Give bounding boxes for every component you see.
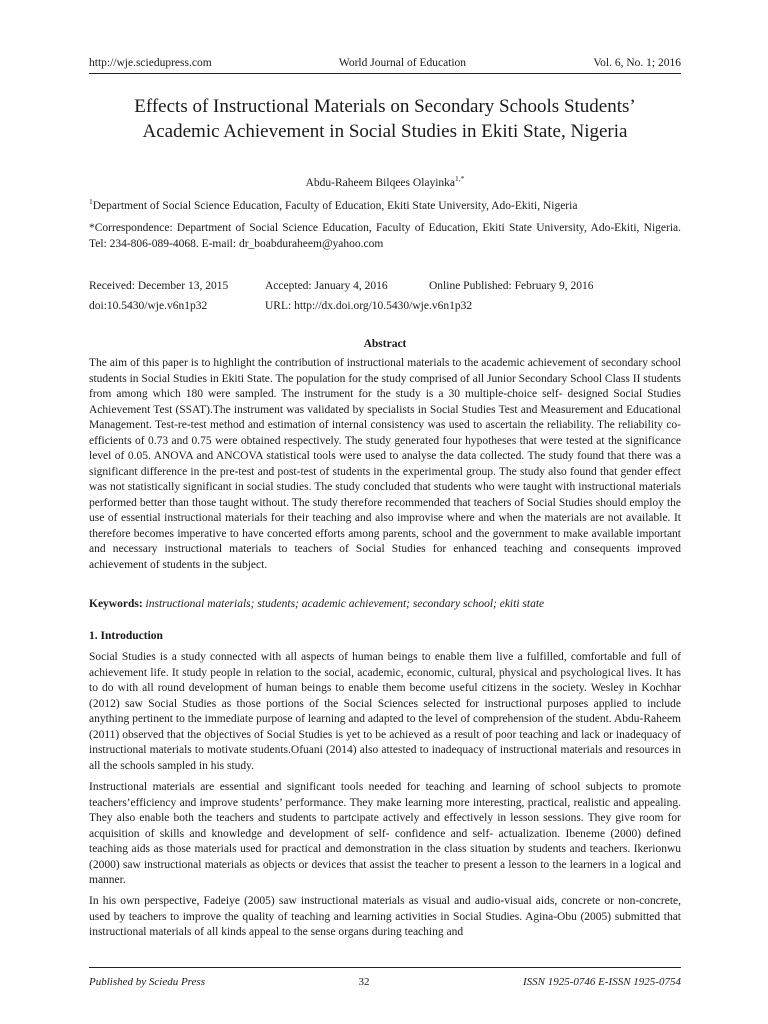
author-line bbox=[89, 174, 681, 189]
volume-info: Vol. 6, No. 1; 2016 bbox=[593, 57, 681, 69]
issn: ISSN 1925-0746 E-ISSN 1925-0754 bbox=[523, 976, 681, 988]
affiliation-text: Department of Social Science Education, Faculty of Education, Ekiti State University, Ado-Ekiti, Nigeria bbox=[92, 199, 578, 212]
abstract-body: The aim of this paper is to highlight the contribution of instructional materials to the academic achievement of secondary school students in Social Studies in Ekiti State. The population for the study comprised of all Junior Secondary School Class II students from among which 180 were sampled. The instrument for the study is a 30 multiple-choice self- designed Social Studies Achievement Test (SSAT).The instrument was validated by specialists in Social Studies Test and Measurement and Educational Management. Test-re-test method and estimation of internal consistency was used to ascertain the reliability. The reliability co-efficients of 0.73 and 0.75 were obtained respectively. The study generated four hypotheses that were tested at the significance level of 0.05. ANOVA and ANCOVA statistical tools were used to analyse the data collected. The study found that there was a significant difference in the pre-test and post-test of students in the experimental group. The study also found that gender effect was not statistically significant in social studies. The study concluded that students who were taught with instructional materials performed better than those taught without. The study therefore recommended that teachers of Social Studies should employ the use of essential instructional materials for their teaching and also improvise where and when the materials are not available. It therefore becomes imperative to have concerted efforts among parents, school and the government to make available important and necessary instructional materials to teachers of Social Studies for enhanced teaching and consequents improved achievement of students in the subject. bbox=[89, 357, 681, 571]
affiliation-superscript: 1 bbox=[89, 197, 93, 206]
affiliation bbox=[89, 194, 681, 214]
journal-url[interactable]: http://wje.sciedupress.com bbox=[89, 57, 212, 69]
intro-paragraph-1: Social Studies is a study connected with all aspects of human beings to enable them live a fulfilled, comfortable and full of achievement life. It study people in relation to the social, academic, economic, cultural, physical and psychological lives. It has to do with all round development of human beings to enable them become useful citizens in the society. Wesley in Kochhar (2012) saw Social Studies as those portions of the Social Sciences selected for instructional purposes applied to include anything pertinent to the immediate purpose of learning and adapted to the level of comprehension of the student. Abdu-Raheem (2011) observed that the objectives of Social Studies is yet to be achieved as a result of poor teaching and lack or inadequacy of instructional materials to motivate students.Ofuani (2014) also attested to inadequacy of instructional materials and resources in all the schools sampled in his study. bbox=[89, 651, 681, 772]
keywords bbox=[89, 598, 681, 610]
doi-url[interactable]: URL: http://dx.doi.org/10.5430/wje.v6n1p32 bbox=[265, 300, 473, 312]
publication-dates bbox=[89, 276, 681, 316]
author-superscript: 1,* bbox=[455, 174, 465, 183]
title-line-2: Academic Achievement in Social Studies in Ekiti State, Nigeria bbox=[142, 121, 628, 142]
page-number: 32 bbox=[358, 976, 370, 988]
intro-paragraph-3: In his own perspective, Fadeiye (2005) saw instructional materials as visual and audio-visual aids, concrete or non-concrete, used by teachers to improve the quality of teaching and learning activities in Social Studies. Agina-Obu (2005) submitted that instructional materials of all kinds appeal to the sense organs during teaching and bbox=[89, 895, 681, 938]
page-footer bbox=[89, 967, 681, 988]
running-head bbox=[89, 57, 681, 74]
correspondence: *Correspondence: Department of Social Science Education, Faculty of Education, Ekiti State University, Ado-Ekiti, Nigeria. Tel: 234-806-089-4068. E-mail: dr_boabduraheem@yahoo.com bbox=[89, 222, 681, 250]
intro-paragraph-2: Instructional materials are essential and significant tools needed for teaching and learning of school subjects to promote teachers’efficiency and improve students’ performance. They make learning more interesting, practical, realistic and appealing. They also enable both the teachers and students to partcipate actively and effectively in lesson sessions. They give room for acquisition of skills and knowledge and development of self- confidence and self- actualization. Ibeneme (2000) defined teaching aids as those materials used for practical and demonstration in the class situation by students and teachers. Ikerionwu (2000) saw instructional materials as objects or devices that assist the teacher to present a lesson to the learners in a logical and manner. bbox=[89, 781, 681, 886]
publisher: Published by Sciedu Press bbox=[89, 976, 205, 988]
doi[interactable]: doi:10.5430/wje.v6n1p32 bbox=[89, 300, 208, 312]
keywords-text: instructional materials; students; academic achievement; secondary school; ekiti state bbox=[145, 598, 545, 610]
section-heading-introduction: 1. Introduction bbox=[89, 630, 163, 642]
paper-title bbox=[89, 94, 681, 144]
author-name: Abdu-Raheem Bilqees Olayinka bbox=[305, 176, 456, 189]
abstract-heading: Abstract bbox=[363, 338, 407, 350]
accepted-date: Accepted: January 4, 2016 bbox=[265, 280, 388, 292]
title-line-1: Effects of Instructional Materials on Secondary Schools Students’ bbox=[134, 96, 636, 117]
keywords-label: Keywords: bbox=[89, 598, 143, 610]
received-date: Received: December 13, 2015 bbox=[89, 280, 229, 292]
published-date: Online Published: February 9, 2016 bbox=[429, 280, 594, 292]
journal-name: World Journal of Education bbox=[338, 57, 467, 69]
